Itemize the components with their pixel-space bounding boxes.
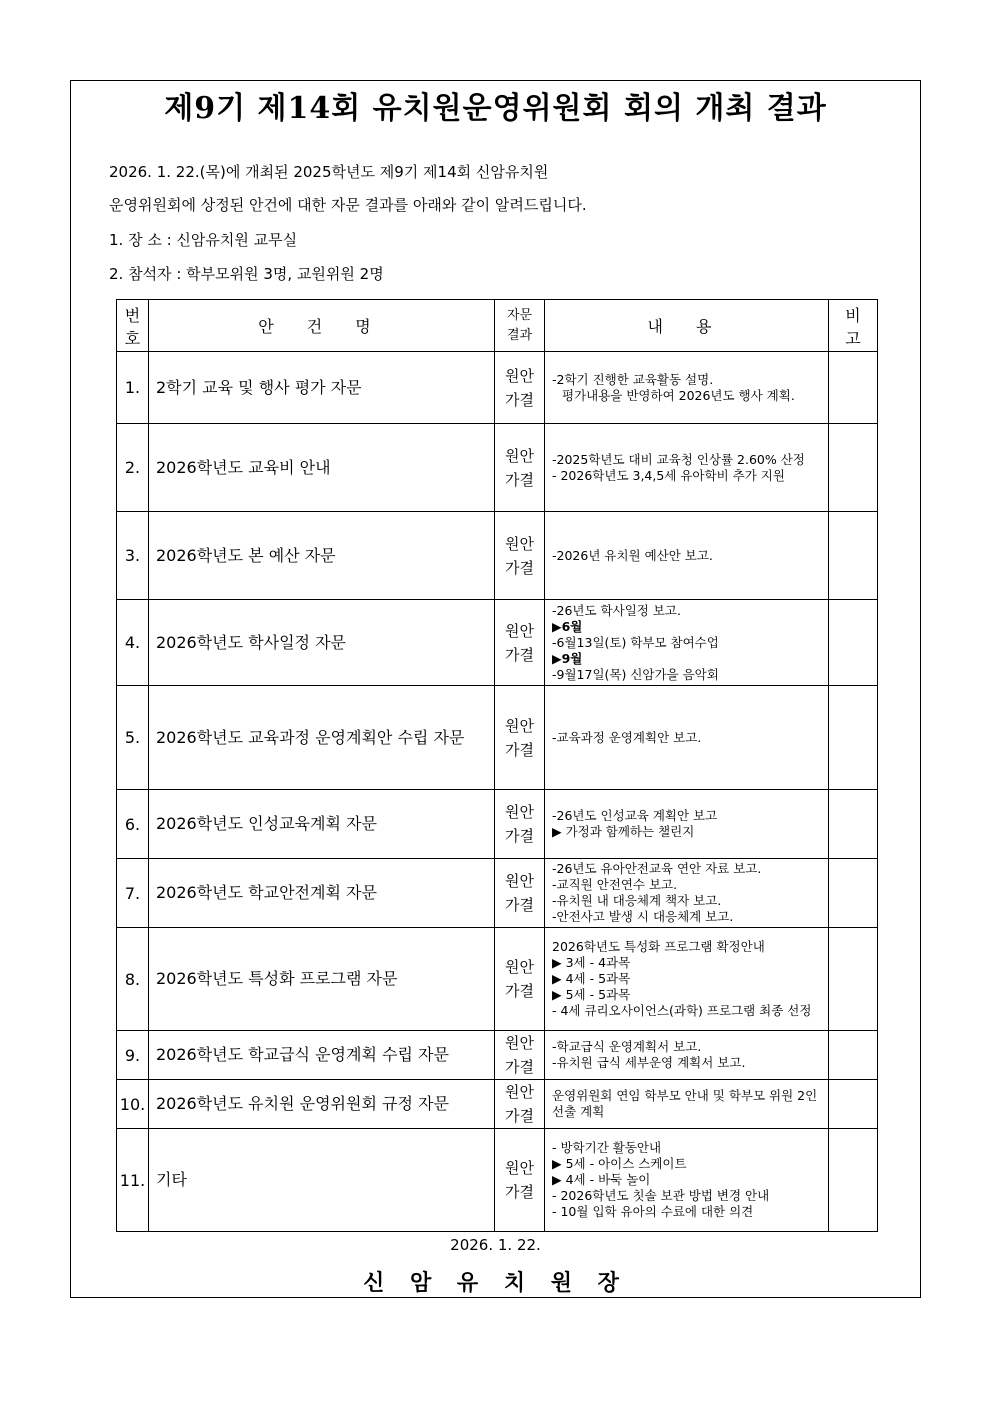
table-row: [117, 512, 878, 600]
content-line: - 방학기간 활동안내: [552, 1140, 662, 1155]
row-note: [829, 512, 878, 600]
header-result: [495, 300, 545, 352]
content-line: -2학기 진행한 교육활동 설명.: [552, 371, 714, 387]
row-note: [829, 686, 878, 790]
agenda-content: [545, 512, 829, 600]
agenda-content: [545, 352, 829, 424]
content-line: -학교급식 운영계획서 보고.: [552, 1039, 702, 1054]
agenda-topic: 2026학년도 학사일정 자문: [149, 600, 495, 686]
content-line: -안전사고 발생 시 대응체계 보고.: [552, 909, 734, 924]
header-number-line-2: 호: [124, 328, 141, 348]
content-line: - 2026학년도 칫솔 보관 방법 변경 안내: [552, 1188, 770, 1203]
document-frame: [70, 80, 921, 1298]
row-number: 11.: [117, 1129, 149, 1232]
row-note: [829, 859, 878, 928]
intro-line-1: 2026. 1. 22.(목)에 개최된 2025학년도 제9기 제14회 신암유치원: [109, 163, 549, 181]
content-line: -교육과정 운영계획안 보고.: [552, 729, 702, 745]
advice-result-line: 원안: [505, 1083, 534, 1101]
header-result-line-2: 결과: [506, 327, 533, 343]
advice-result-line: 가결: [505, 470, 534, 489]
advice-result: [495, 1031, 545, 1080]
content-line: ▶9월: [552, 650, 583, 666]
advice-result: [495, 600, 545, 686]
content-line: ▶ 3세 - 4과목: [552, 955, 631, 970]
table-row: [117, 352, 878, 424]
table-row: [117, 790, 878, 859]
header-number-line-1: 번: [124, 305, 141, 325]
agenda-topic: 2학기 교육 및 행사 평가 자문: [149, 352, 495, 424]
agenda-topic: 2026학년도 특성화 프로그램 자문: [149, 928, 495, 1031]
content-line: -유치원 급식 세부운영 계획서 보고.: [552, 1055, 746, 1070]
row-note: [829, 1129, 878, 1232]
advice-result-line: 가결: [505, 982, 534, 1000]
table-row: [117, 928, 878, 1031]
table-row: [117, 1080, 878, 1129]
advice-result: [495, 790, 545, 859]
row-note: [829, 928, 878, 1031]
agenda-content: [545, 928, 829, 1031]
row-note: [829, 1080, 878, 1129]
content-line: ▶ 5세 - 아이스 스케이트: [552, 1156, 687, 1171]
content-line: -2025학년도 대비 교육청 인상률 2.60% 산정: [552, 451, 805, 467]
agenda-topic: 2026학년도 학교안전계획 자문: [149, 859, 495, 928]
content-line: -26년도 학사일정 보고.: [552, 602, 681, 618]
content-line: - 2026학년도 3,4,5세 유아학비 추가 지원: [552, 467, 785, 483]
advice-result-line: 원안: [505, 803, 534, 821]
content-line: ▶ 가정과 함께하는 챌린지: [552, 824, 695, 839]
content-line: - 4세 큐리오사이언스(과학) 프로그램 최종 선정: [552, 1003, 812, 1018]
attendees: 2. 참석자 : 학부모위원 3명, 교원위원 2명: [109, 265, 384, 283]
row-note: [829, 352, 878, 424]
advice-result-line: 가결: [505, 1058, 534, 1076]
advice-result-line: 가결: [505, 1183, 534, 1201]
agenda-content: [545, 790, 829, 859]
advice-result-line: 원안: [505, 716, 534, 735]
agenda-content: [545, 424, 829, 512]
agenda-content: [545, 859, 829, 928]
advice-result-line: 가결: [505, 827, 534, 845]
header-note-line-1: 비: [845, 305, 861, 325]
row-number: 8.: [117, 928, 149, 1031]
advice-result: [495, 928, 545, 1031]
agenda-topic: 2026학년도 교육비 안내: [149, 424, 495, 512]
content-line: -26년도 인성교육 계획안 보고: [552, 808, 718, 823]
header-note: [829, 300, 878, 352]
agenda-content: [545, 1129, 829, 1232]
agenda-topic: 2026학년도 본 예산 자문: [149, 512, 495, 600]
agenda-content: [545, 600, 829, 686]
row-number: 2.: [117, 424, 149, 512]
agenda-topic: 2026학년도 유치원 운영위원회 규정 자문: [149, 1080, 495, 1129]
row-number: 5.: [117, 686, 149, 790]
advice-result-line: 원안: [505, 958, 534, 976]
table-row: [117, 686, 878, 790]
content-line: 평가내용을 반영하여 2026년도 행사 계획.: [562, 387, 795, 403]
advice-result: [495, 1129, 545, 1232]
content-line: ▶ 4세 - 5과목: [552, 971, 631, 986]
advice-result-line: 원안: [505, 621, 534, 640]
table-row: [117, 424, 878, 512]
header-topic-label: 안 건 명: [258, 317, 385, 336]
agenda-topic: 2026학년도 교육과정 운영계획안 수립 자문: [149, 686, 495, 790]
row-number: 10.: [117, 1080, 149, 1129]
table-row: [117, 1129, 878, 1232]
table-body: [117, 352, 878, 1232]
row-note: [829, 600, 878, 686]
header-note-line-2: 고: [845, 328, 861, 348]
issue-date: 2026. 1. 22.: [450, 1236, 541, 1254]
intro-line-2: 운영위원회에 상정된 안건에 대한 자문 결과를 아래와 같이 알려드립니다.: [109, 196, 587, 214]
agenda-table: [116, 299, 878, 1232]
advice-result: [495, 859, 545, 928]
content-line: -교직원 안전연수 보고.: [552, 877, 678, 892]
content-line: ▶ 5세 - 5과목: [552, 987, 631, 1002]
agenda-content: [545, 686, 829, 790]
content-line: - 10월 입학 유아의 수료에 대한 의견: [552, 1204, 754, 1219]
content-line: -9월17일(목) 신암가을 음악회: [552, 666, 719, 682]
row-number: 7.: [117, 859, 149, 928]
content-line: -2026년 유치원 예산안 보고.: [552, 547, 713, 563]
advice-result-line: 가결: [505, 558, 534, 577]
row-number: 4.: [117, 600, 149, 686]
row-number: 6.: [117, 790, 149, 859]
advice-result-line: 가결: [505, 1107, 534, 1125]
advice-result-line: 원안: [505, 366, 534, 385]
advice-result-line: 원안: [505, 446, 534, 465]
content-line: ▶ 4세 - 바둑 놀이: [552, 1172, 651, 1187]
advice-result-line: 원안: [505, 534, 534, 553]
advice-result-line: 가결: [505, 740, 534, 759]
content-line: 운영위원회 연임 학부모 안내 및 학부모 위원 2인 선출 계획: [552, 1088, 818, 1119]
table-header-row: [117, 300, 878, 352]
content-line: -유치원 내 대응체계 책자 보고.: [552, 893, 722, 908]
meeting-place: 1. 장 소 : 신암유치원 교무실: [109, 231, 298, 249]
row-note: [829, 790, 878, 859]
content-line: -6월13일(토) 학부모 참여수업: [552, 634, 719, 650]
advice-result-line: 원안: [505, 872, 534, 890]
advice-result-line: 가결: [505, 390, 534, 409]
table-row: [117, 859, 878, 928]
row-note: [829, 424, 878, 512]
advice-result-line: 가결: [505, 896, 534, 914]
agenda-topic: 2026학년도 인성교육계획 자문: [149, 790, 495, 859]
advice-result-line: 원안: [505, 1034, 534, 1052]
agenda-topic: 2026학년도 학교급식 운영계획 수립 자문: [149, 1031, 495, 1080]
advice-result: [495, 352, 545, 424]
advice-result: [495, 686, 545, 790]
advice-result: [495, 512, 545, 600]
advice-result: [495, 1080, 545, 1129]
agenda-topic: 기타: [149, 1129, 495, 1232]
header-content-label: 내 용: [647, 317, 726, 336]
advice-result-line: 가결: [505, 645, 534, 664]
agenda-content: [545, 1080, 829, 1129]
header-content: [545, 300, 829, 352]
content-line: -26년도 유아안전교육 연안 자료 보고.: [552, 861, 762, 876]
content-line: ▶6월: [552, 618, 583, 634]
advice-result-line: 원안: [505, 1159, 534, 1177]
header-result-line-1: 자문: [506, 307, 533, 323]
table-row: [117, 1031, 878, 1080]
content-line: 2026학년도 특성화 프로그램 확정안내: [552, 939, 765, 954]
agenda-content: [545, 1031, 829, 1080]
advice-result: [495, 424, 545, 512]
row-number: 1.: [117, 352, 149, 424]
row-note: [829, 1031, 878, 1080]
row-number: 9.: [117, 1031, 149, 1080]
signature: 신 암 유 치 원 장: [363, 1271, 628, 1296]
row-number: 3.: [117, 512, 149, 600]
table-row: [117, 600, 878, 686]
header-number: [117, 300, 149, 352]
header-topic: [149, 300, 495, 352]
document-title: 제9기 제14회 유치원운영위원회 회의 개최 결과: [164, 91, 827, 126]
